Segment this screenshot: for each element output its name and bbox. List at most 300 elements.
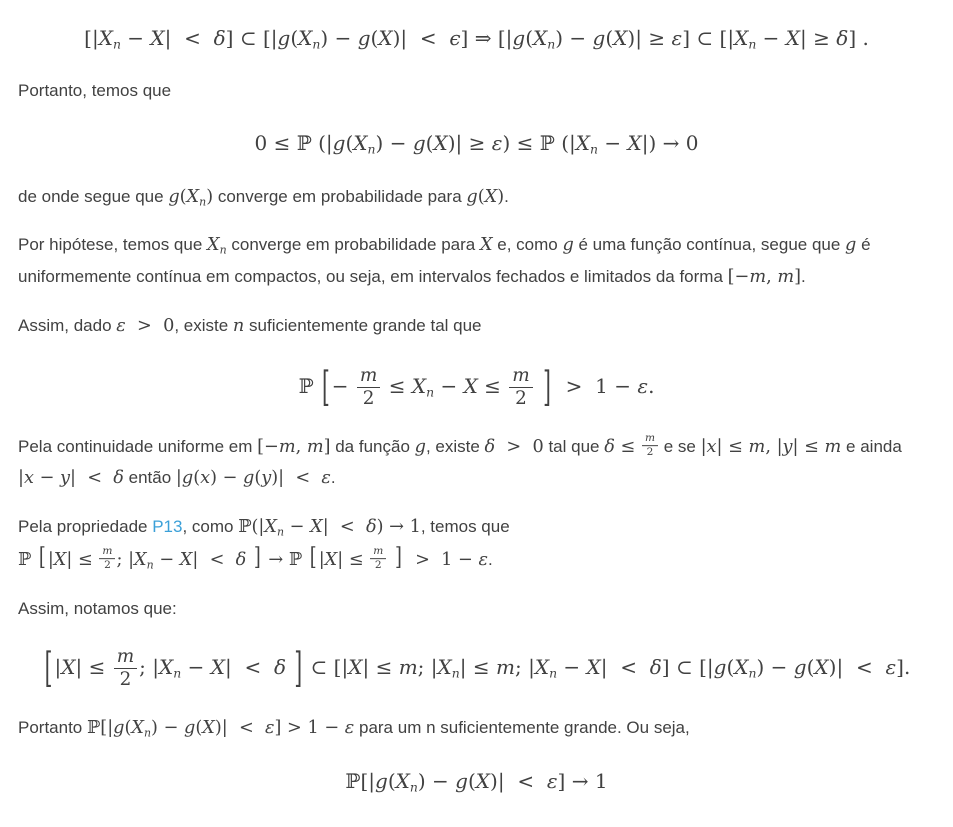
inline-math: [168, 187, 213, 207]
math-glyph: ): [375, 131, 384, 156]
math-glyph: ): [320, 26, 329, 50]
math-glyph: X: [463, 373, 478, 398]
text-run: da função: [330, 436, 415, 456]
math-glyph: ϵ: [449, 26, 461, 50]
inline-math: [562, 235, 573, 255]
math-glyph: X: [437, 655, 452, 680]
math-glyph: |: [75, 655, 83, 680]
math-glyph: g: [592, 26, 606, 50]
math-glyph: m: [359, 364, 378, 386]
math-glyph: m: [116, 646, 135, 668]
math-glyph: |: [528, 655, 535, 680]
paragraph-por-hipotese: [18, 230, 935, 294]
math-glyph: g: [713, 655, 727, 680]
math-glyph: ≥: [468, 131, 486, 156]
equation-set-inclusions: [18, 642, 935, 692]
stretchy-bracket: ]: [543, 360, 551, 411]
math-subscript: [549, 666, 557, 681]
math-glyph: ε: [671, 26, 683, 50]
math-glyph: n: [590, 141, 598, 157]
math-glyph: ]: [274, 718, 282, 739]
text-run: .: [487, 549, 493, 569]
inline-math: [701, 437, 842, 457]
math-glyph: ε: [478, 549, 488, 570]
math-glyph: −: [563, 655, 581, 680]
math-glyph: <: [855, 655, 873, 680]
math-glyph: ⊂: [239, 26, 257, 50]
math-glyph: ℙ: [87, 718, 101, 739]
text-run: .: [330, 468, 336, 488]
math-glyph: |: [66, 549, 73, 570]
math-glyph: X: [150, 26, 165, 50]
math-glyph: |: [776, 436, 783, 457]
math-glyph: .: [903, 655, 911, 680]
math-glyph: ε: [546, 768, 558, 793]
math-fraction: [99, 546, 115, 572]
math-glyph: ): [627, 26, 636, 50]
math-glyph: ≤: [804, 436, 819, 457]
math-glyph: |: [706, 655, 714, 680]
math-glyph: ]: [682, 26, 691, 50]
math-glyph: |: [400, 26, 408, 50]
math-glyph: m: [278, 436, 296, 457]
link-p13[interactable]: P13: [152, 517, 183, 537]
math-glyph: |: [322, 517, 329, 538]
math-glyph: X: [484, 186, 498, 207]
math-glyph: .: [862, 26, 869, 50]
math-glyph: 2: [374, 559, 382, 572]
paragraph-pela-propriedade: [18, 512, 935, 577]
math-glyph: n: [199, 194, 207, 208]
math-glyph: 2: [104, 559, 111, 572]
math-glyph: m: [306, 436, 324, 457]
math-glyph: ⇒: [474, 26, 492, 50]
math-glyph: m: [749, 267, 767, 288]
math-glyph: X: [61, 655, 76, 680]
math-glyph: ,: [295, 436, 302, 457]
math-glyph: |: [455, 131, 463, 156]
math-glyph: g: [375, 768, 388, 793]
text-run: Assim, notamos que:: [18, 598, 177, 618]
math-glyph: g: [277, 26, 291, 50]
math-glyph: ≤: [273, 131, 291, 156]
equation-prob-interval: [18, 360, 935, 411]
math-glyph: X: [814, 655, 829, 680]
math-glyph: n: [312, 36, 321, 52]
math-glyph: |: [47, 549, 54, 570]
math-glyph: X: [202, 718, 215, 739]
stretchy-bracket: [: [309, 545, 317, 573]
math-glyph: ℙ: [345, 768, 361, 793]
text-run: .: [504, 186, 509, 206]
math-glyph: X: [433, 131, 448, 156]
math-glyph: X: [627, 131, 642, 156]
math-glyph: <: [238, 718, 254, 739]
math-glyph: |: [152, 655, 160, 680]
math-glyph: X: [479, 235, 493, 256]
math-glyph: −: [334, 26, 352, 50]
math-glyph: X: [785, 26, 801, 50]
math-glyph: δ: [273, 655, 286, 680]
math-fraction: [642, 433, 658, 459]
math-glyph: |: [635, 26, 642, 50]
math-glyph: ]: [460, 26, 469, 50]
math-glyph: X: [186, 186, 200, 207]
math-glyph: 1: [594, 768, 608, 793]
math-glyph: −: [770, 655, 788, 680]
math-glyph: δ: [213, 26, 226, 50]
math-glyph: n: [426, 384, 435, 400]
math-glyph: (: [195, 718, 203, 739]
math-glyph: X: [534, 655, 550, 680]
math-glyph: δ: [649, 655, 662, 680]
math-glyph: <: [419, 26, 437, 50]
math-glyph: 2: [646, 446, 654, 459]
text-run: então: [123, 468, 176, 488]
math-glyph: ε: [265, 718, 275, 739]
math-glyph: X: [411, 373, 427, 398]
text-run: , existe: [174, 315, 233, 335]
inline-math: [176, 468, 331, 488]
math-glyph: ]: [896, 655, 904, 680]
math-subscript: [590, 142, 598, 157]
math-glyph: |: [368, 768, 376, 793]
math-glyph: ): [648, 131, 657, 156]
text-run: e ainda: [841, 436, 902, 456]
math-glyph: ≤: [375, 655, 393, 680]
math-glyph: |: [337, 549, 344, 570]
math-glyph: X: [159, 655, 174, 680]
text-run: Por hipótese, temos que: [18, 235, 208, 255]
stretchy-bracket: ]: [394, 545, 402, 573]
math-glyph: ,: [766, 267, 772, 288]
math-glyph: ): [490, 768, 498, 793]
math-glyph: <: [339, 517, 355, 538]
math-glyph: ≥: [648, 26, 666, 50]
text-run: Pela continuidade uniforme em: [18, 436, 258, 456]
math-glyph: ]: [661, 655, 670, 680]
math-glyph: 2: [362, 387, 375, 409]
math-glyph: X: [734, 26, 749, 50]
text-run: , temos que: [420, 517, 510, 537]
math-glyph: <: [295, 468, 311, 489]
math-glyph: |: [278, 468, 285, 489]
math-glyph: ;: [116, 549, 123, 570]
inline-math: [87, 718, 354, 738]
math-glyph: ≤: [728, 436, 743, 457]
math-glyph: |: [175, 468, 182, 489]
math-glyph: ): [497, 186, 505, 207]
math-glyph: (: [290, 26, 299, 50]
math-glyph: x: [706, 436, 717, 457]
math-glyph: ]: [794, 267, 802, 288]
inline-math: [485, 437, 544, 457]
paragraph-pela-continuidade: [18, 432, 935, 496]
math-glyph: 2: [515, 387, 527, 409]
stretchy-bracket: ]: [253, 545, 261, 573]
math-fraction: [357, 366, 380, 409]
math-glyph: ): [214, 718, 222, 739]
math-glyph: |: [54, 655, 62, 680]
math-glyph: |: [362, 655, 370, 680]
math-glyph: X: [734, 655, 749, 680]
math-subscript: [748, 37, 756, 52]
math-glyph: δ: [604, 436, 615, 457]
math-glyph: m: [398, 655, 418, 680]
stretchy-bracket: [: [321, 360, 330, 411]
math-glyph: ε: [344, 718, 355, 739]
math-glyph: ≤: [77, 549, 93, 570]
math-glyph: n: [143, 726, 152, 740]
math-glyph: →: [389, 517, 404, 538]
math-subscript: [749, 666, 757, 681]
math-glyph: g: [113, 718, 125, 739]
math-glyph: ℙ: [298, 373, 314, 398]
stretchy-bracket: [: [38, 545, 46, 573]
math-glyph: |: [164, 26, 172, 50]
math-glyph: |: [270, 26, 278, 50]
inline-math: [233, 316, 244, 336]
math-glyph: <: [517, 768, 535, 793]
math-glyph: ε: [491, 131, 503, 156]
paragraph-assim-dado: [18, 311, 935, 343]
math-glyph: ℙ: [238, 517, 252, 538]
math-glyph: [: [719, 26, 728, 50]
math-glyph: g: [455, 768, 468, 793]
math-glyph: X: [131, 718, 144, 739]
math-glyph: →: [662, 131, 680, 156]
math-glyph: g: [168, 186, 180, 207]
math-glyph: [: [100, 718, 108, 739]
math-glyph: m: [644, 431, 655, 444]
math-glyph: X: [575, 131, 590, 156]
math-glyph: m: [512, 364, 530, 386]
math-glyph: ≤: [484, 373, 501, 398]
inline-math: [728, 267, 801, 287]
paragraph-de-onde-segue: [18, 182, 935, 214]
math-glyph: y: [60, 468, 70, 489]
math-glyph: ]: [323, 436, 331, 457]
math-glyph: [: [84, 26, 92, 50]
math-glyph: −: [324, 718, 340, 739]
math-glyph: −: [187, 655, 205, 680]
math-glyph: g: [357, 26, 371, 50]
text-run: , existe: [425, 436, 485, 456]
text-run: .: [801, 267, 806, 287]
math-glyph: ): [210, 468, 217, 489]
math-fraction: [114, 647, 137, 690]
math-glyph: |: [318, 549, 325, 570]
math-glyph: [: [262, 26, 271, 50]
math-glyph: |: [69, 468, 76, 489]
inline-math: [116, 316, 174, 336]
math-glyph: X: [53, 549, 67, 570]
math-glyph: n: [748, 665, 757, 681]
math-glyph: X: [210, 655, 225, 680]
math-glyph: X: [298, 26, 313, 50]
math-glyph: |: [836, 655, 844, 680]
math-glyph: ℙ: [18, 549, 32, 570]
math-glyph: n: [276, 525, 285, 539]
inline-math: [604, 431, 659, 459]
math-glyph: (: [193, 468, 201, 489]
math-glyph: y: [782, 436, 793, 457]
text-run: e, como: [492, 235, 563, 255]
math-glyph: |: [258, 517, 265, 538]
math-glyph: ): [271, 468, 279, 489]
math-glyph: g: [184, 718, 196, 739]
math-glyph: ): [447, 131, 456, 156]
math-glyph: X: [324, 549, 338, 570]
math-glyph: ;: [417, 655, 425, 680]
math-fraction: [370, 546, 386, 572]
math-glyph: (: [477, 186, 485, 207]
math-glyph: −: [734, 267, 750, 288]
math-glyph: ε: [637, 373, 649, 398]
math-glyph: 1: [409, 517, 421, 538]
math-glyph: X: [533, 26, 548, 50]
math-glyph: ]: [848, 26, 857, 50]
math-subscript: [368, 142, 376, 157]
math-glyph: δ: [235, 549, 247, 570]
math-glyph: 0: [163, 315, 175, 336]
math-glyph: <: [209, 549, 225, 570]
math-glyph: (: [806, 655, 815, 680]
math-glyph: (: [318, 131, 326, 156]
text-run: é uniformemente contínua em compactos, ou seja, em intervalos fechados e limitados da forma: [18, 235, 871, 287]
math-glyph: n: [367, 141, 376, 157]
math-glyph: X: [586, 655, 601, 680]
math-glyph: X: [179, 549, 193, 570]
math-subscript: [220, 244, 227, 257]
math-glyph: y: [261, 468, 272, 489]
math-glyph: m: [495, 655, 515, 680]
math-glyph: <: [87, 468, 103, 489]
math-glyph: −: [222, 468, 238, 489]
math-glyph: g: [412, 131, 426, 156]
math-glyph: [: [333, 655, 342, 680]
math-glyph: g: [512, 26, 526, 50]
text-run: , como: [182, 517, 239, 537]
math-glyph: g: [845, 235, 857, 256]
math-glyph: ≤: [388, 373, 406, 398]
math-glyph: ℙ: [539, 131, 555, 156]
inline-math: [415, 437, 426, 457]
text-run: Portanto: [18, 718, 87, 738]
math-glyph: n: [547, 36, 556, 52]
math-glyph: →: [571, 768, 589, 793]
inline-math: [207, 235, 227, 255]
math-glyph: [: [497, 26, 506, 50]
math-glyph: n: [549, 665, 558, 681]
math-glyph: X: [98, 26, 113, 50]
math-glyph: 1: [441, 549, 453, 570]
math-glyph: ): [828, 655, 837, 680]
math-glyph: δ: [836, 26, 849, 50]
math-glyph: ]: [557, 768, 566, 793]
math-glyph: ): [417, 768, 426, 793]
text-run: e se: [658, 436, 701, 456]
math-fraction: [509, 366, 532, 409]
math-glyph: X: [475, 768, 491, 793]
math-glyph: g: [466, 186, 478, 207]
math-glyph: |: [700, 436, 707, 457]
math-glyph: |: [224, 655, 232, 680]
math-glyph: ℙ: [296, 131, 312, 156]
math-glyph: →: [268, 549, 284, 570]
math-glyph: (: [425, 131, 434, 156]
text-run: Assim, dado: [18, 315, 117, 335]
inline-math: [18, 468, 124, 488]
math-glyph: 0: [685, 131, 699, 156]
math-glyph: |: [641, 131, 649, 156]
math-glyph: (: [254, 468, 262, 489]
math-glyph: (: [124, 718, 132, 739]
math-glyph: |: [18, 468, 24, 489]
math-glyph: [: [699, 655, 707, 680]
math-glyph: −: [331, 373, 349, 398]
math-glyph: ≤: [516, 131, 534, 156]
math-glyph: δ: [484, 436, 496, 457]
math-glyph: |: [505, 26, 513, 50]
math-glyph: |: [91, 26, 99, 50]
math-glyph: −: [289, 517, 305, 538]
math-glyph: ε: [885, 655, 897, 680]
math-glyph: x: [200, 468, 211, 489]
paragraph-portanto-conclusao: [18, 713, 935, 745]
math-glyph: |: [459, 655, 467, 680]
math-glyph: ): [502, 131, 511, 156]
math-glyph: |: [128, 549, 135, 570]
math-glyph: n: [232, 315, 245, 336]
math-subscript: [410, 780, 418, 795]
math-glyph: ): [206, 186, 214, 207]
math-glyph: −: [432, 768, 449, 793]
math-glyph: ≤: [348, 549, 364, 570]
equation-probability-squeeze: [18, 130, 935, 158]
math-glyph: ;: [514, 655, 522, 680]
math-glyph: m: [102, 545, 113, 558]
stretchy-bracket: [: [44, 642, 53, 692]
math-glyph: ,: [765, 436, 771, 457]
math-glyph: g: [562, 235, 574, 256]
math-glyph: g: [793, 655, 807, 680]
math-glyph: m: [373, 545, 384, 558]
math-glyph: n: [146, 558, 154, 572]
math-glyph: −: [159, 549, 175, 570]
math-glyph: ℙ: [288, 549, 303, 570]
math-subscript: [147, 558, 154, 571]
math-glyph: >: [137, 315, 152, 336]
math-glyph: g: [332, 131, 346, 156]
math-glyph: >: [506, 436, 522, 457]
math-glyph: ): [376, 517, 384, 538]
math-glyph: −: [604, 131, 622, 156]
math-glyph: X: [353, 131, 368, 156]
math-glyph: ≤: [620, 436, 636, 457]
math-glyph: |: [192, 549, 199, 570]
math-glyph: n: [219, 243, 227, 257]
math-glyph: ⊂: [675, 655, 693, 680]
math-glyph: −: [569, 26, 587, 50]
math-glyph: (: [467, 768, 476, 793]
stretchy-bracket: ]: [294, 642, 303, 692]
math-glyph: −: [163, 718, 179, 739]
math-glyph: (: [605, 26, 614, 50]
math-glyph: X: [348, 655, 363, 680]
math-glyph: |: [107, 718, 114, 739]
math-glyph: −: [458, 549, 473, 570]
